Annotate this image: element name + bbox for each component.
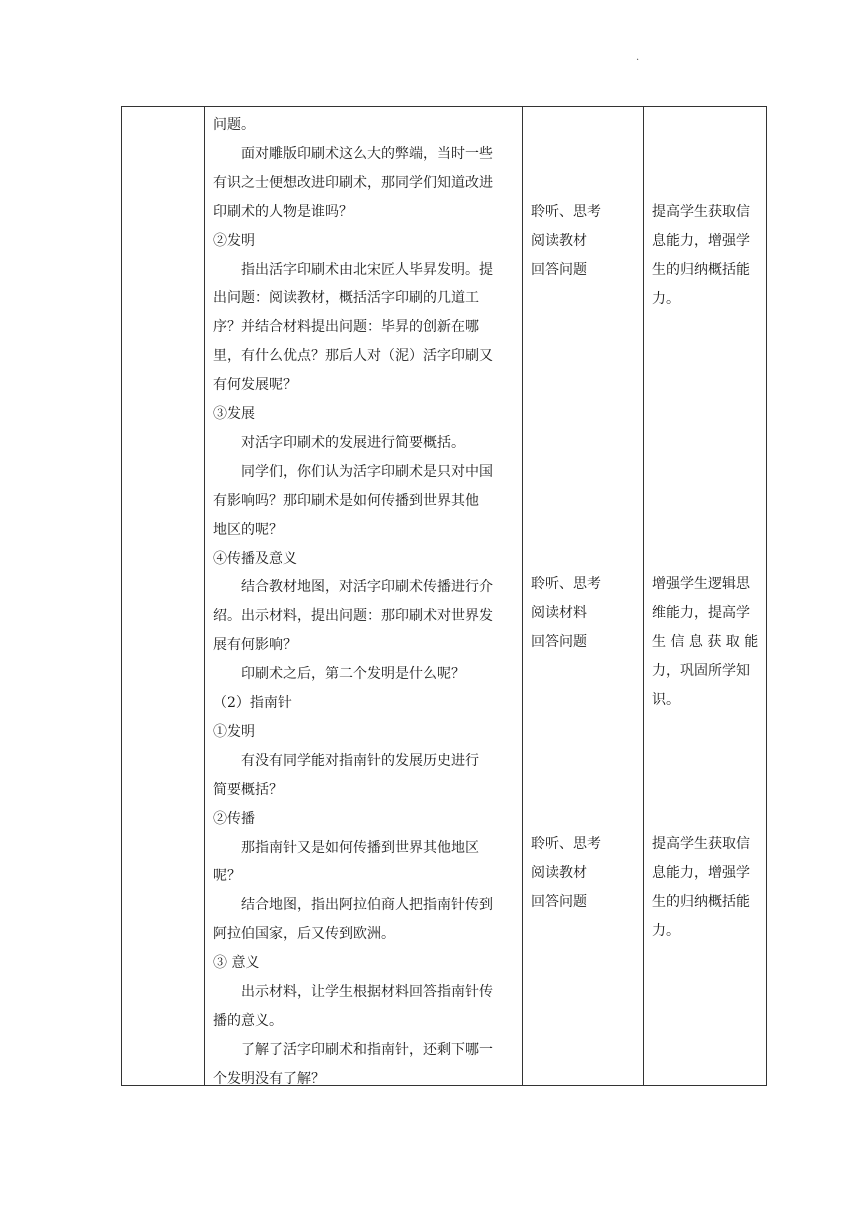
design-intent-line: 力。: [652, 922, 680, 939]
student-activity-line: 阅读教材: [531, 864, 587, 881]
lesson-table: [121, 106, 767, 1086]
content-line: ①发明: [213, 723, 255, 740]
content-line: 印刷术之后，第二个发明是什么呢？: [241, 666, 465, 683]
content-line: 出示材料，让学生根据材料回答指南针传: [241, 984, 493, 1000]
content-line: 对活字印刷术的发展进行简要概括。: [241, 434, 465, 451]
student-activity-line: 回答问题: [531, 633, 587, 650]
content-line: 简要概括？: [213, 781, 283, 798]
content-line: 了解了活字印刷术和指南针，还剩下哪一: [241, 1041, 493, 1058]
content-line: 问题。: [213, 117, 255, 133]
content-line: ③ 意义: [213, 955, 260, 972]
content-line: 展有何影响？: [213, 637, 297, 654]
content-line: 有何发展呢？: [213, 377, 297, 394]
content-line: 地区的呢？: [213, 521, 283, 538]
content-line: 呢？: [213, 868, 241, 885]
student-activity-line: 阅读教材: [531, 232, 587, 249]
content-line: 指出活字印刷术由北宋匠人毕昇发明。提: [241, 261, 493, 278]
student-activity-line: 回答问题: [531, 893, 587, 910]
content-line: ③发展: [213, 406, 255, 422]
design-intent-line: 生 信 息 获 取 能: [652, 633, 759, 650]
content-line: ④传播及意义: [213, 550, 297, 567]
design-intent-line: 维能力，提高学: [652, 604, 750, 621]
design-intent-line: 识。: [652, 691, 680, 708]
content-line: 个发明没有了解？: [213, 1070, 325, 1087]
design-intent-line: 增强学生逻辑思: [652, 576, 750, 592]
student-activity-line: 阅读材料: [531, 604, 587, 621]
content-line: 结合教材地图，对活字印刷术传播进行介: [241, 579, 493, 596]
content-line: 出问题：阅读教材，概括活字印刷的几道工: [213, 290, 479, 307]
student-activity-line: 聆听、思考: [531, 576, 601, 592]
student-activity-line: 聆听、思考: [531, 204, 601, 220]
column-divider: [522, 107, 523, 1085]
content-line: 里，有什么优点？那后人对（泥）活字印刷又: [213, 348, 493, 365]
content-line: ②发明: [213, 232, 255, 249]
content-line: 有识之士便想改进印刷术，那同学们知道改进: [213, 174, 493, 191]
content-line: 印刷术的人物是谁吗？: [213, 203, 353, 220]
design-intent-line: 提高学生获取信: [652, 204, 750, 220]
content-line: 面对雕版印刷术这么大的弊端，当时一些: [241, 145, 493, 162]
content-line: 那指南针又是如何传播到世界其他地区: [241, 839, 479, 856]
design-intent-line: 息能力，增强学: [652, 232, 750, 249]
column-divider: [204, 107, 205, 1085]
content-line: 有影响吗？那印刷术是如何传播到世界其他: [213, 492, 479, 509]
design-intent-line: 生的归纳概括能: [652, 893, 750, 910]
content-line: 结合地图，指出阿拉伯商人把指南针传到: [241, 897, 493, 914]
content-line: 播的意义。: [213, 1012, 283, 1029]
column-divider: [643, 107, 644, 1085]
content-line: 绍。出示材料，提出问题：那印刷术对世界发: [213, 608, 493, 625]
design-intent-line: 提高学生获取信: [652, 836, 750, 852]
design-intent-line: 力。: [652, 290, 680, 307]
page-mark: .: [636, 52, 640, 63]
content-line: 序？并结合材料提出问题：毕昇的创新在哪: [213, 319, 479, 336]
student-activity-line: 回答问题: [531, 261, 587, 278]
design-intent-line: 息能力，增强学: [652, 864, 750, 881]
content-line: 阿拉伯国家，后又传到欧洲。: [213, 926, 395, 943]
design-intent-line: 生的归纳概括能: [652, 261, 750, 278]
content-line: 同学们，你们认为活字印刷术是只对中国: [241, 463, 493, 480]
content-line: 有没有同学能对指南针的发展历史进行: [241, 752, 479, 769]
content-line: ②传播: [213, 810, 255, 827]
content-line: （2）指南针: [213, 695, 292, 711]
student-activity-line: 聆听、思考: [531, 836, 601, 852]
design-intent-line: 力，巩固所学知: [652, 662, 750, 679]
